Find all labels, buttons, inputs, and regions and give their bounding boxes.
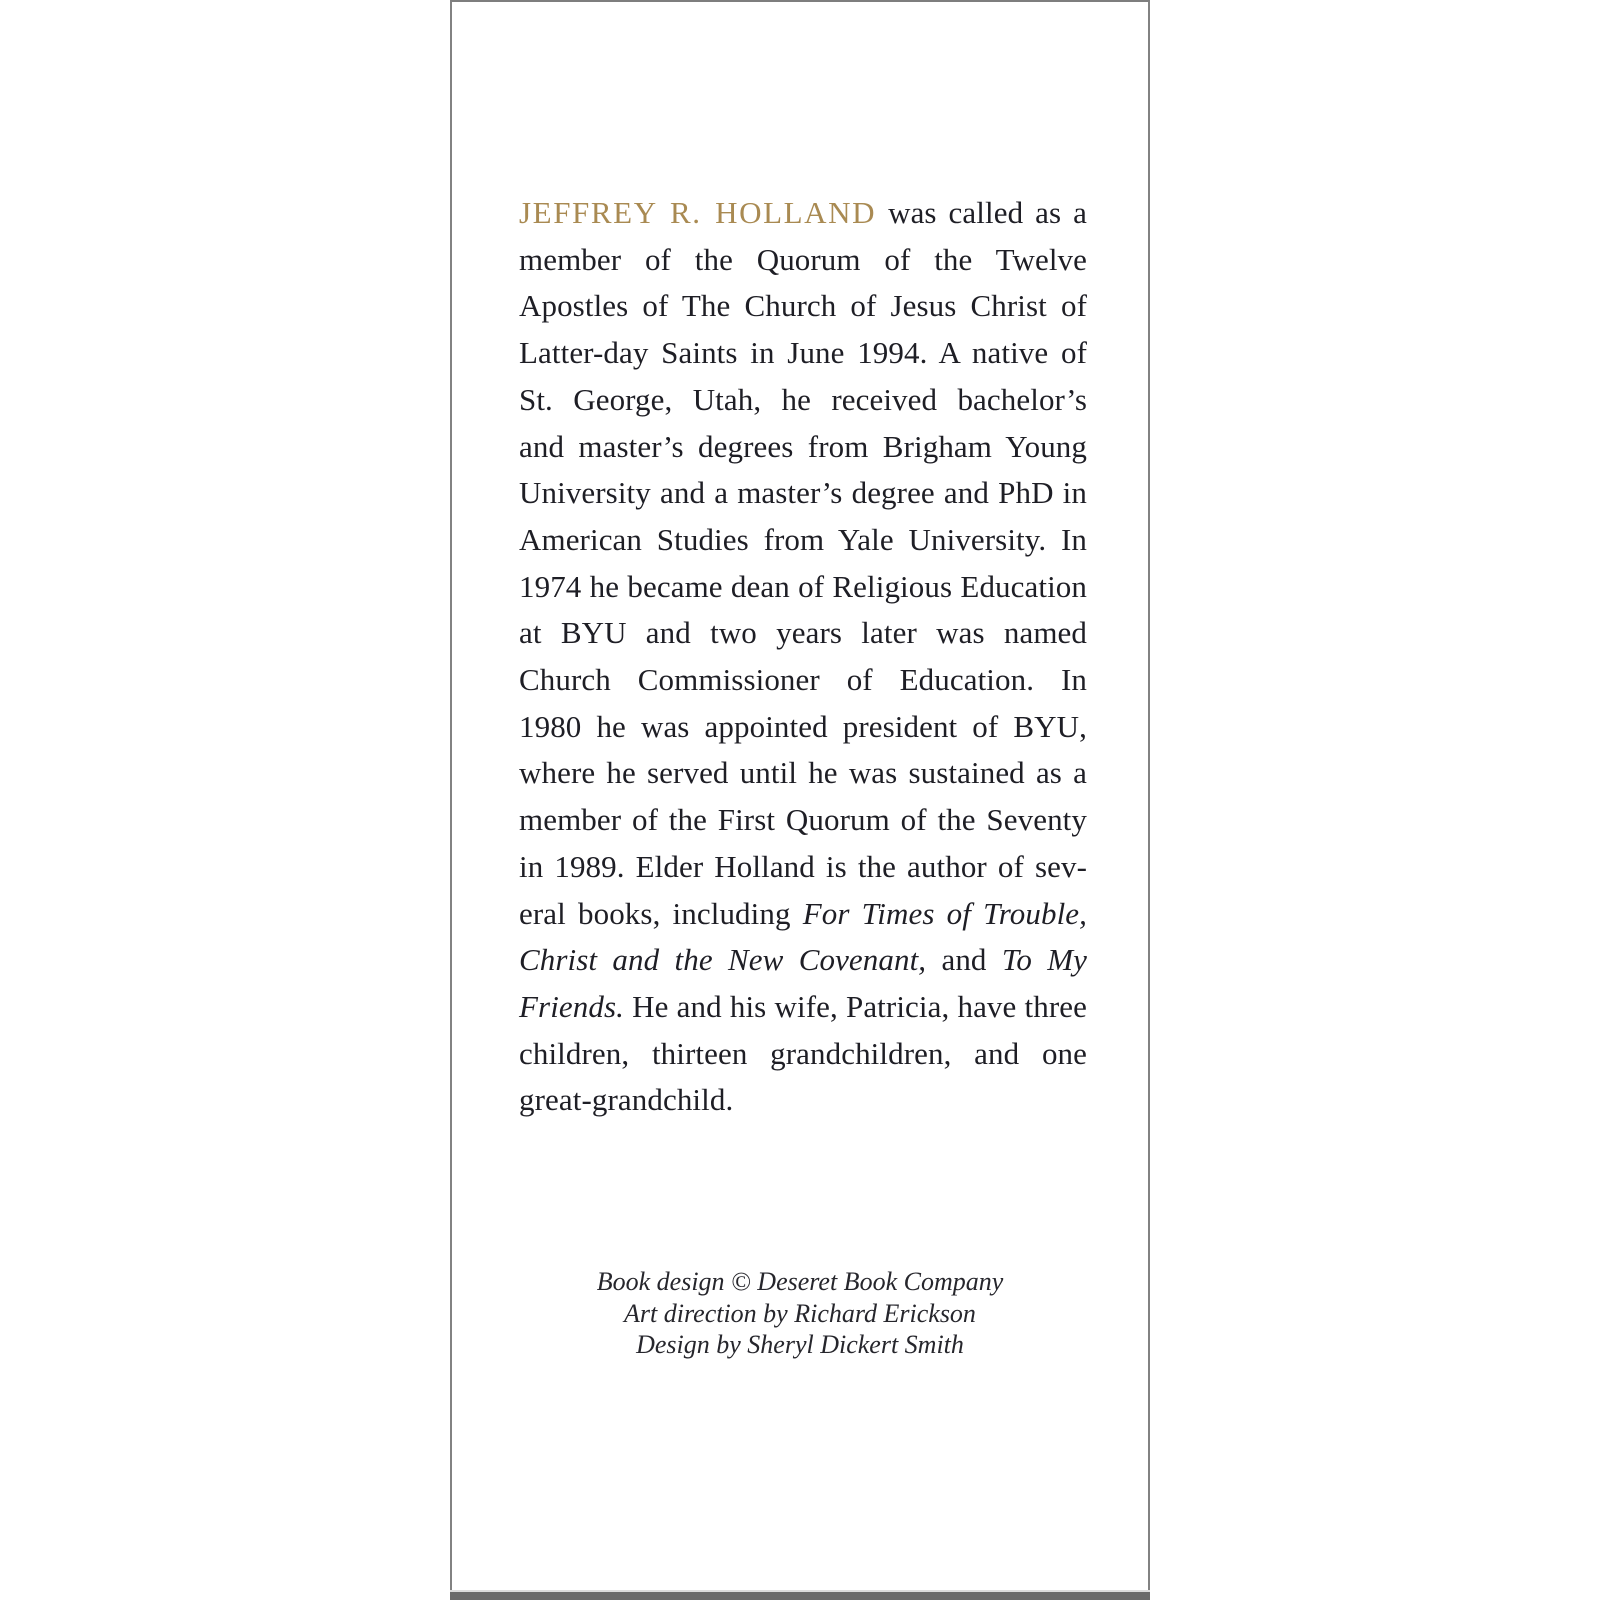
bio-line — [519, 704, 1087, 751]
bio-text-segment: and master’s degrees from Brigham Young — [519, 428, 1087, 464]
bio-line — [519, 424, 1087, 471]
bio-text-segment: Church Commissioner of Education. In — [519, 662, 1087, 698]
book-flap — [450, 0, 1150, 1600]
credit-line-art-direction: Art direction by Richard Erickson — [624, 1298, 976, 1328]
author-bio — [519, 190, 1087, 1124]
bio-text-segment: member of the Quorum of the Twelve — [519, 241, 1087, 277]
credits-block — [452, 1266, 1148, 1361]
bio-text-segment: children, thirteen grandchildren, and one — [519, 1035, 1087, 1071]
bio-text-segment: Christ and the New Covenant, — [519, 942, 927, 978]
bio-text-segment: 1980 he was appointed president of BYU, — [519, 708, 1087, 744]
bio-text-segment: great-grandchild. — [519, 1082, 734, 1118]
bio-text-segment: Friends. — [519, 988, 624, 1024]
bio-line — [519, 750, 1087, 797]
flap-bottom-bar — [450, 1590, 1150, 1600]
bio-line — [519, 984, 1087, 1031]
bio-line — [519, 937, 1087, 984]
bio-text-segment: University and a master’s degree and PhD in — [519, 475, 1087, 511]
bio-text-segment: St. George, Utah, he received bachelor’s — [519, 381, 1087, 417]
bio-line — [519, 377, 1087, 424]
credit-line-book-design: Book design © Deseret Book Company — [596, 1267, 1004, 1296]
bio-line — [519, 844, 1087, 891]
bio-line — [519, 517, 1087, 564]
bio-text-segment: Latter-day Saints in June 1994. A native of — [519, 335, 1087, 371]
bio-text-segment: in 1989. Elder Holland is the author of sev- — [519, 848, 1087, 884]
bio-text-segment: To My — [1001, 942, 1088, 978]
bio-line — [519, 470, 1087, 517]
bio-text-segment: 1974 he became dean of Religious Education — [519, 568, 1087, 604]
bio-line — [519, 237, 1087, 284]
author-name: JEFFREY R. HOLLAND — [519, 195, 877, 230]
bio-text-segment: American Studies from Yale University. In — [519, 521, 1087, 557]
bio-text-segment: He and his wife, Patricia, have three — [624, 988, 1087, 1024]
bio-text-segment: member of the First Quorum of the Seventy — [519, 802, 1087, 838]
bio-line — [519, 891, 1087, 938]
bio-text-segment: was called as a — [876, 195, 1087, 230]
bio-text-segment: and — [926, 942, 1002, 978]
bio-text-segment: For Times of Trouble, — [802, 895, 1087, 931]
bio-line — [519, 283, 1087, 330]
credit-line-design: Design by Sheryl Dickert Smith — [636, 1330, 964, 1359]
bio-text-segment: Apostles of The Church of Jesus Christ of — [519, 288, 1087, 324]
bio-text-segment: where he served until he was sustained as a — [519, 755, 1087, 791]
bio-line — [519, 657, 1087, 704]
bio-line — [519, 564, 1087, 611]
bio-line — [519, 190, 1087, 237]
bio-line — [519, 1077, 1087, 1124]
bio-line — [519, 330, 1087, 377]
bio-text-segment: at BYU and two years later was named — [519, 615, 1087, 651]
bio-line — [519, 797, 1087, 844]
bio-line — [519, 1031, 1087, 1078]
bio-text-segment: eral books, including — [519, 895, 803, 931]
bio-line — [519, 610, 1087, 657]
